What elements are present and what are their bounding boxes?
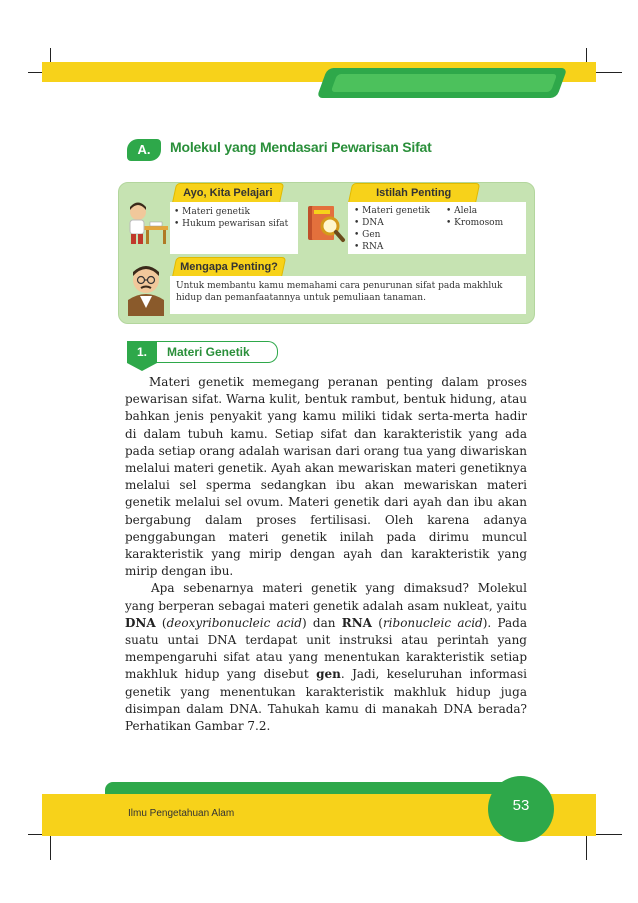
footer-green-bar [105,782,530,794]
subsection-badge-tail [127,363,157,371]
text-span: ( [155,615,167,630]
text-span: . Jadi, keseluruhan informasi genetik yang menentukan karakteristik makhluk hidup juga disimpan dalam DNA. Tahukah kamu di manakah DNA berada? Perhatikan Gambar 7.2. [125,667,527,734]
list-item: • Gen [354,230,381,240]
list-item: • Materi genetik [174,207,250,217]
terms-list-right [446,205,503,229]
section-badge: A. [127,139,161,161]
footer-book-title: Ilmu Pengetahuan Alam [128,808,235,819]
why-text: Untuk membantu kamu memahami cara penurunan sifat pada makhluk hidup dan pemanfaatannya untuk pemuliaan tanaman. [176,281,503,303]
tab-istilah-penting: Istilah Penting [348,183,480,204]
body-text [125,374,527,735]
term-rna-full: ribonucleic acid [382,615,483,630]
term-gen: gen [316,667,341,682]
page-number: 53 [488,776,554,842]
term-rna: RNA [341,615,372,630]
paragraph-2 [125,580,527,735]
list-item: • Alela [446,206,478,216]
text-span: ) dan [301,615,342,630]
list-item: • Kromosom [446,218,504,228]
subsection-title: Materi Genetik [157,341,278,363]
list-item: • RNA [354,242,384,252]
term-dna: DNA [125,615,156,630]
header-green-tab-inner [331,74,558,92]
learn-list [174,206,288,230]
student-illustration-icon [124,200,170,246]
teacher-illustration-icon [124,260,168,316]
tab-mengapa-penting: Mengapa Penting? [172,257,286,278]
terms-list-left [354,205,430,253]
crop-mark [586,834,587,860]
crop-mark [596,834,622,835]
crop-mark [596,72,622,73]
tab-ayo-kita-pelajari: Ayo, Kita Pelajari [172,183,284,204]
list-item: • Materi genetik [354,206,430,216]
term-dna-full: deoxyribonucleic acid [166,615,302,630]
crop-mark [50,834,51,860]
list-item: • Hukum pewarisan sifat [174,219,289,229]
book-magnifier-icon [304,202,346,246]
text-span: ). Pada suatu untai DNA terdapat unit instruksi atau perintah yang mempengaruhi sifat atau yang menentukan karakteristik setiap makhluk hidup yang disebut [125,615,528,682]
list-item: • DNA [354,218,384,228]
text-span: ( [372,615,383,630]
subsection-badge: 1. [127,341,157,363]
section-title: Molekul yang Mendasari Pewarisan Sifat [170,139,432,155]
text-span: Apa sebenarnya materi genetik yang dimaksud? Molekul yang berperan sebagai materi genetik adalah asam nukleat, yaitu [125,581,527,613]
paragraph-1: Materi genetik memegang peranan penting dalam proses pewarisan sifat. Warna kulit, bentuk rambut, bentuk hidung, atau bahkan jenis penyakit yang kamu miliki tidak serta-merta hadir di dalam tubuh kamu. Setiap sifat dan karakteristik yang ada pada setiap orang adalah warisan dari orang tua yang diwariskan melalui materi genetik. Ayah akan mewariskan materi genetiknya melalui sel sperma sedangkan ibu akan mewariskan materi genetik melalui sel ovum. Materi genetik dari ayah dan ibu akan bergabung dalam proses fertilisasi. Oleh karena adanya penggabungan materi genetik inilah pada dirimu muncul karakteristik yang mirip dengan ayah dan karakteristik yang mirip dengan ibu. [125,375,527,579]
